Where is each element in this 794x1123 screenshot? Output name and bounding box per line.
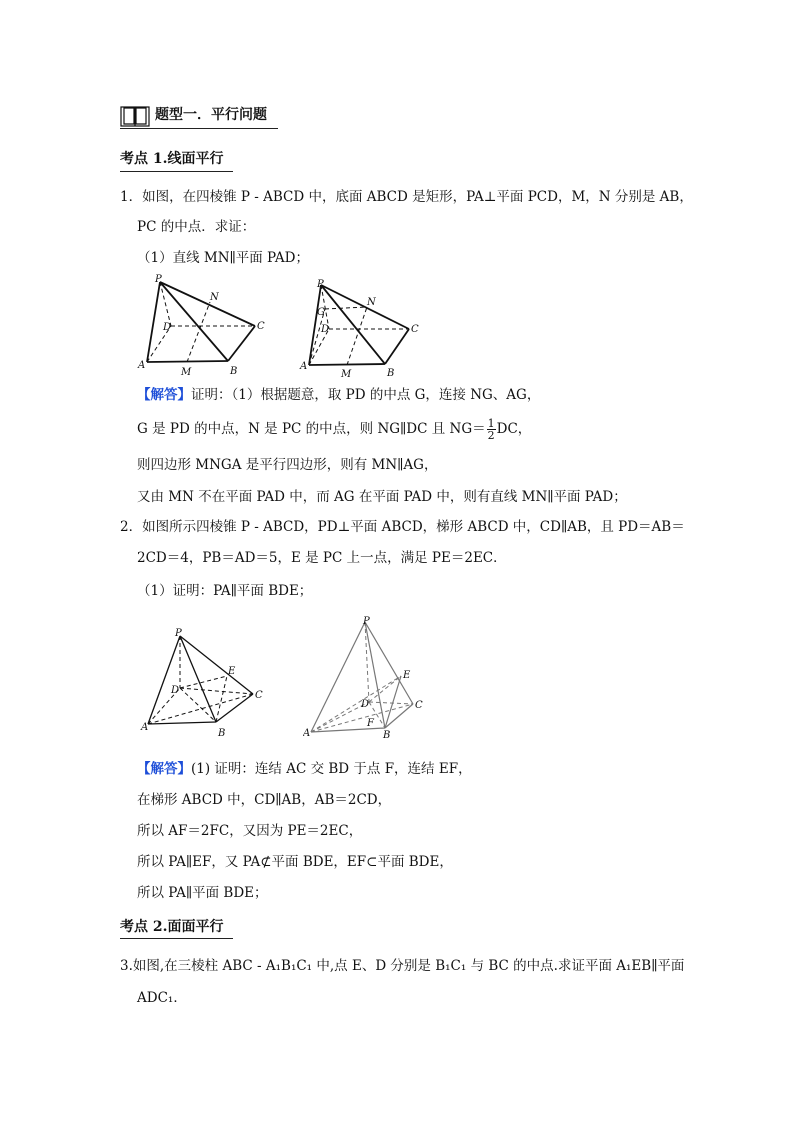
- q1-figure-right: [297, 277, 427, 381]
- label-E: E: [228, 666, 236, 677]
- label-A: A: [303, 728, 311, 739]
- book-icon: [120, 104, 150, 128]
- fraction-denominator: 2: [487, 429, 495, 442]
- label-P: P: [317, 279, 324, 290]
- label-C: C: [255, 690, 263, 701]
- label-C: C: [415, 700, 423, 711]
- answer-tag: 【解答】: [137, 761, 191, 777]
- label-P: P: [155, 274, 162, 285]
- label-B: B: [230, 366, 238, 377]
- label-D: D: [321, 324, 330, 335]
- q2-line1: 2．如图所示四棱锥 P - ABCD，PD⊥平面 ABCD，梯形 ABCD 中，CD∥AB，且 PD＝AB＝: [120, 519, 685, 535]
- q2-answer-line1: [137, 760, 472, 778]
- answer-tag: 【解答】: [137, 387, 191, 403]
- section-underline-1: [120, 171, 233, 172]
- q1-ans1: 证明：（1）根据题意，取 PD 的中点 G，连接 NG、AG，: [191, 387, 541, 403]
- label-B: B: [387, 368, 395, 379]
- fraction-numerator: 1: [487, 417, 495, 430]
- label-A: A: [300, 361, 308, 372]
- section-underline-2: [120, 938, 233, 939]
- fraction: [487, 418, 496, 441]
- q2-figure-right: [303, 614, 433, 740]
- q1-figure-left: [135, 274, 270, 380]
- label-N: N: [210, 292, 219, 303]
- label-C: C: [257, 321, 265, 332]
- label-P: P: [363, 616, 370, 627]
- q1-answer-line2: [137, 418, 531, 441]
- label-G: G: [317, 307, 325, 318]
- q2-ans1: (1) 证明：连结 AC 交 BD 于点 F，连结 EF，: [191, 761, 472, 777]
- q1-answer-line3: 则四边形 MNGA 是平行四边形，则有 MN∥AG，: [137, 457, 438, 473]
- q3-line2: ADC₁．: [137, 990, 187, 1006]
- label-D: D: [361, 699, 370, 710]
- label-C: C: [411, 324, 419, 335]
- q2-answer-line4: 所以 PA∥EF，又 PA⊄平面 BDE，EF⊂平面 BDE，: [137, 854, 453, 870]
- q1-ans2-b: DC，: [496, 421, 532, 437]
- label-A: A: [138, 360, 146, 371]
- label-E: E: [403, 670, 411, 681]
- q2-answer-line2: 在梯形 ABCD 中，CD∥AB，AB＝2CD，: [137, 792, 392, 808]
- label-N: N: [367, 297, 376, 308]
- q3-line1: 3.如图,在三棱柱 ABC - A₁B₁C₁ 中,点 E、D 分别是 B₁C₁ 与 BC 的中点.求证平面 A₁EB∥平面: [120, 958, 685, 974]
- label-P: P: [175, 628, 182, 639]
- q1-sub1: （1）直线 MN∥平面 PAD；: [137, 250, 309, 266]
- label-D: D: [163, 322, 172, 333]
- q1-ans2-a: G 是 PD 的中点，N 是 PC 的中点，则 NG∥DC 且 NG＝: [137, 421, 486, 437]
- q1-line1: 1．如图，在四棱锥 P - ABCD 中，底面 ABCD 是矩形，PA⊥平面 PCD，M，N 分别是 AB，: [120, 189, 693, 205]
- label-D: D: [171, 685, 180, 696]
- label-A: A: [141, 722, 149, 733]
- q1-line2: PC 的中点．求证：: [137, 219, 256, 235]
- title-underline: [120, 128, 278, 129]
- q2-answer-line5: 所以 PA∥平面 BDE；: [137, 885, 268, 901]
- label-M: M: [181, 367, 192, 378]
- q1-answer-line1: [137, 386, 540, 404]
- label-B: B: [218, 728, 226, 736]
- q2-sub1: （1）证明：PA∥平面 BDE；: [137, 583, 313, 599]
- label-F: F: [367, 718, 374, 729]
- q2-figure-left: [140, 624, 270, 736]
- q2-answer-line3: 所以 AF＝2FC，又因为 PE＝2EC，: [137, 823, 363, 839]
- section-heading-1: 考点 1.线面平行: [120, 151, 224, 167]
- q2-line2: 2CD＝4，PB＝AD＝5，E 是 PC 上一点，满足 PE＝2EC．: [137, 550, 507, 566]
- section-heading-2: 考点 2.面面平行: [120, 919, 224, 935]
- page-title: 题型一．平行问题: [155, 107, 267, 123]
- label-B: B: [383, 730, 391, 740]
- label-M: M: [341, 369, 352, 380]
- q1-answer-line4: 又由 MN 不在平面 PAD 中，而 AG 在平面 PAD 中，则有直线 MN∥平面 PAD；: [137, 489, 627, 505]
